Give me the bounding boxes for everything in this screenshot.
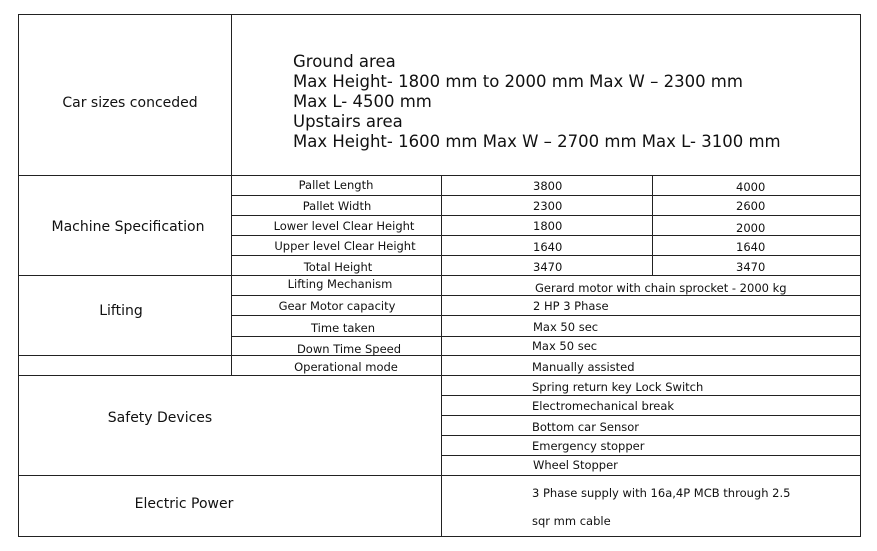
car-sizes-line: Max L- 4500 mm xyxy=(293,92,432,111)
spec-row-name: Pallet Width xyxy=(302,199,372,213)
grid-line xyxy=(18,475,861,476)
car-sizes-line: Ground area xyxy=(293,52,396,71)
spec-row-value: 1640 xyxy=(533,240,563,254)
grid-line xyxy=(860,14,861,537)
grid-line xyxy=(231,295,861,296)
spec-row-value: 3800 xyxy=(533,179,563,193)
grid-line xyxy=(231,215,861,216)
grid-line xyxy=(231,14,232,376)
lifting-row-value: Max 50 sec xyxy=(533,320,599,334)
lifting-row-value: Max 50 sec xyxy=(532,339,598,353)
lifting-row-name: Gear Motor capacity xyxy=(278,299,396,313)
spec-row-value: 3470 xyxy=(736,260,766,274)
spec-row-name: Total Height xyxy=(303,260,373,274)
spec-row-value: 3470 xyxy=(533,260,563,274)
spec-row-value: 1640 xyxy=(736,240,766,254)
safety-item: Electromechanical break xyxy=(532,399,675,413)
grid-line xyxy=(231,195,861,196)
safety-item: Bottom car Sensor xyxy=(532,420,640,434)
lifting-row-value: Gerard motor with chain sprocket - 2000 kg xyxy=(535,281,787,295)
spec-row-name: Upper level Clear Height xyxy=(274,239,416,253)
lifting-row-name: Time taken xyxy=(311,321,375,335)
machine-spec-label: Machine Specification xyxy=(51,219,205,235)
grid-line xyxy=(18,375,861,376)
grid-line xyxy=(231,315,861,316)
spec-row-value: 2600 xyxy=(736,199,766,213)
grid-line xyxy=(441,175,442,537)
grid-line xyxy=(231,255,861,256)
safety-item: Emergency stopper xyxy=(532,439,645,453)
safety-item: Spring return key Lock Switch xyxy=(532,380,704,394)
operational-mode-value: Manually assisted xyxy=(532,360,635,374)
grid-line xyxy=(442,415,861,416)
spec-row-value: 2000 xyxy=(736,221,766,235)
electric-line: 3 Phase supply with 16a,4P MCB through 2.5 xyxy=(532,486,791,500)
spec-row-value: 1800 xyxy=(533,219,563,233)
safety-label: Safety Devices xyxy=(107,410,213,426)
lifting-row-name: Lifting Mechanism xyxy=(287,277,393,291)
grid-line xyxy=(18,175,861,176)
spec-row-value: 4000 xyxy=(736,180,766,194)
car-sizes-line: Max Height- 1600 mm Max W – 2700 mm Max L- 3100 mm xyxy=(293,132,781,151)
grid-line xyxy=(442,435,861,436)
spec-row-name: Pallet Length xyxy=(298,178,374,192)
car-sizes-label: Car sizes conceded xyxy=(62,95,198,111)
grid-line xyxy=(442,455,861,456)
grid-line xyxy=(18,14,19,536)
operational-mode-name: Operational mode xyxy=(294,360,398,374)
grid-line xyxy=(442,395,861,396)
lifting-label: Lifting xyxy=(99,303,143,319)
grid-line xyxy=(18,355,861,356)
spec-row-name: Lower level Clear Height xyxy=(273,219,415,233)
lifting-row-name: Down Time Speed xyxy=(296,342,402,356)
spec-row-value: 2300 xyxy=(533,199,563,213)
car-sizes-line: Max Height- 1800 mm to 2000 mm Max W – 2300 mm xyxy=(293,72,743,91)
electric-line: sqr mm cable xyxy=(532,514,611,528)
grid-line xyxy=(231,235,861,236)
grid-line xyxy=(18,536,861,537)
car-sizes-line: Upstairs area xyxy=(293,112,403,131)
lifting-row-value: 2 HP 3 Phase xyxy=(533,299,609,313)
electric-label: Electric Power xyxy=(134,496,234,512)
grid-line xyxy=(18,14,861,15)
safety-item: Wheel Stopper xyxy=(533,458,618,472)
grid-line xyxy=(18,275,861,276)
grid-line xyxy=(652,175,653,275)
grid-line xyxy=(231,336,861,337)
